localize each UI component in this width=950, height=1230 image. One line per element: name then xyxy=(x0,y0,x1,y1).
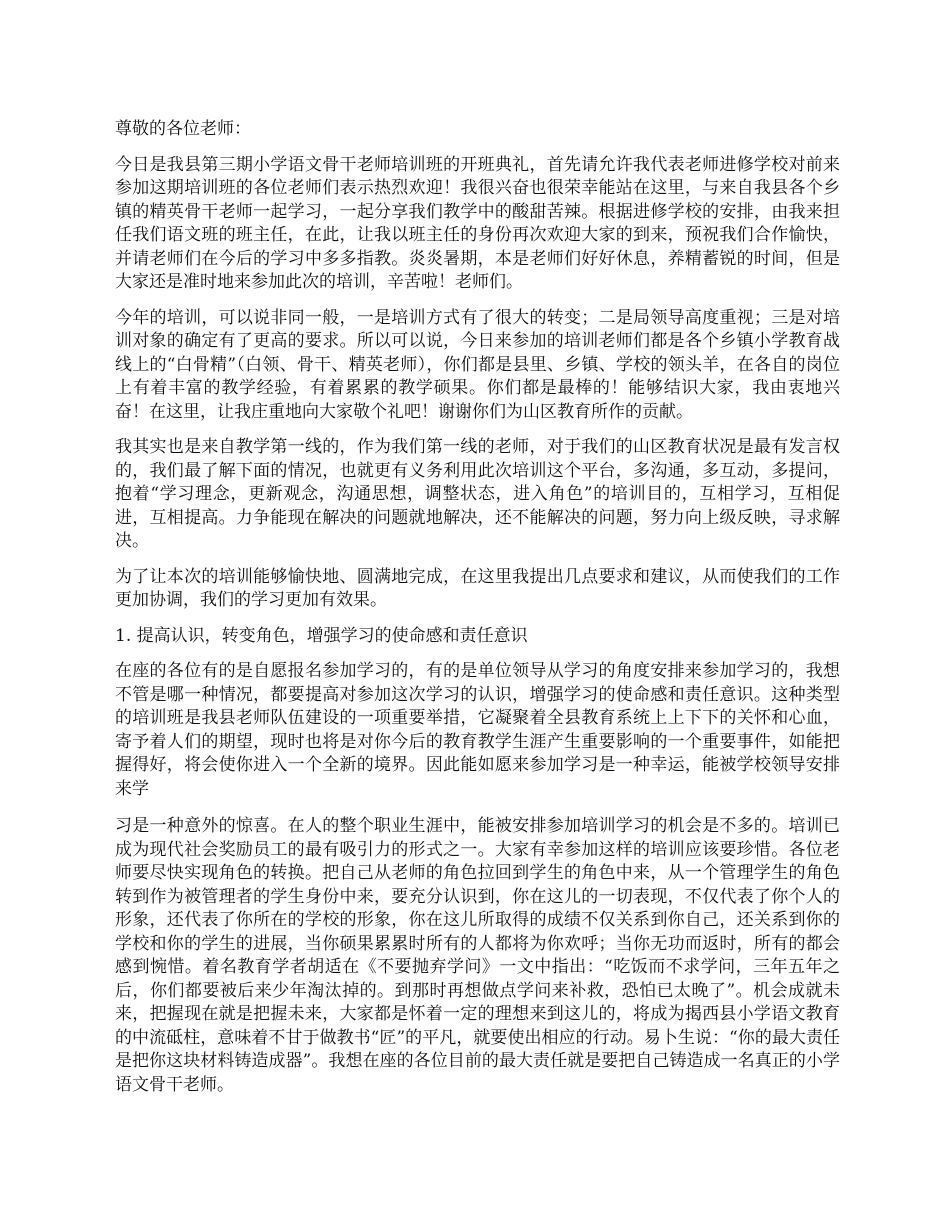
paragraph-requirements-intro: 为了让本次的培训能够愉快地、圆满地完成，在这里我提出几点要求和建议，从而使我们的工作更加协调，我们的学习更加有效果。 xyxy=(115,566,840,610)
section-heading-1: 1. 提高认识，转变角色，增强学习的使命感和责任意识 xyxy=(115,625,528,646)
paragraph-opening: 今日是我县第三期小学语文骨干老师培训班的开班典礼，首先请允许我代表老师进修学校对前来参加这期培训班的各位老师们表示热烈欢迎！我很兴奋也很荣幸能站在这里，与来自我县各个乡镇的精英骨干老师一起学习，一起分享我们教学中的酸甜苦辣。根据进修学校的安排，由我来担任我们语文班的班主任，在此，让我以班主任的身份再次欢迎大家的到来，预祝我们合作愉快，并请老师们在今后的学习中多多指教。炎炎暑期，本是老师们好好休息，养精蓄锐的时间，但是大家还是准时地来参加此次的培训，辛苦啦！老师们。 xyxy=(115,154,840,292)
paragraph-awareness: 在座的各位有的是自愿报名参加学习的，有的是单位领导从学习的角度安排来参加学习的，我想不管是哪一种情况，都要提高对参加这次学习的认识，增强学习的使命感和责任意识。这种类型的培训班是我县老师队伍建设的一项重要举措，它凝聚着全县教育系统上上下下的关怀和心血，寄予着人们的期望，现时也将是对你今后的教育教学生涯产生重要影响的一个重要事件，如能把握得好，将会使你进入一个全新的境界。因此能如愿来参加学习是一种幸运，能被学校领导安排来学 xyxy=(115,661,840,799)
document-page xyxy=(115,118,840,1109)
greeting: 尊敬的各位老师： xyxy=(115,119,251,139)
paragraph-role-change: 习是一种意外的惊喜。在人的整个职业生涯中，能被安排参加培训学习的机会是不多的。培训已成为现代社会奖励员工的最有吸引力的形式之一。大家有幸参加这样的培训应该要珍惜。各位老师要尽快实现角色的转换。把自己从老师的角色拉回到学生的角色中来，从一个管理学生的角色转到作为被管理者的学生身份中来，要充分认识到，你在这儿的一切表现，不仅代表了你个人的形象，还代表了你所在的学校的形象，你在这儿所取得的成绩不仅关系到你自己，还关系到你的学校和你的学生的进展，当你硕果累累时所有的人都将为你欢呼；当你无功而返时，所有的都会感到惋惜。着名教育学者胡适在《不要抛弃学问》一文中指出：“吃饭而不求学问，三年五年之后，你们都要被后来少年淘汰掉的。到那时再想做点学问来补救，恐怕已太晚了”。机会成就未来，把握现在就是把握未来，大家都是怀着一定的理想来到这儿的，将成为揭西县小学语文教育的中流砥柱，意味着不甘于做教书“匠”的平凡，就要使出相应的行动。易卜生说：“你的最大责任是把你这块材料铸造成器”。我想在座的各位目前的最大责任就是要把自己铸造成一名真正的小学语文骨干老师。 xyxy=(115,816,840,1095)
paragraph-frontline: 我其实也是来自教学第一线的，作为我们第一线的老师，对于我们的山区教育状况是最有发言权的，我们最了解下面的情况，也就更有义务利用此次培训这个平台，多沟通，多互动，多提问，抱着“学习理念，更新观念，沟通思想，调整状态，进入角色”的培训目的，互相学习，互相促进，互相提高。力争能现在解决的问题就地解决，还不能解决的问题，努力向上级反映，寻求解决。 xyxy=(115,437,840,551)
paragraph-training-overview: 今年的培训，可以说非同一般，一是培训方式有了很大的转变；二是局领导高度重视；三是对培训对象的确定有了更高的要求。所以可以说，今日来参加的培训老师们都是各个乡镇小学教育战线上的“白骨精”（白领、骨干、精英老师），你们都是县里、乡镇、学校的领头羊，在各自的岗位上有着丰富的教学经验，有着累累的教学硕果。你们都是最棒的！能够结识大家，我由衷地兴奋！在这里，让我庄重地向大家敬个礼吧！谢谢你们为山区教育所作的贡献。 xyxy=(115,307,840,422)
